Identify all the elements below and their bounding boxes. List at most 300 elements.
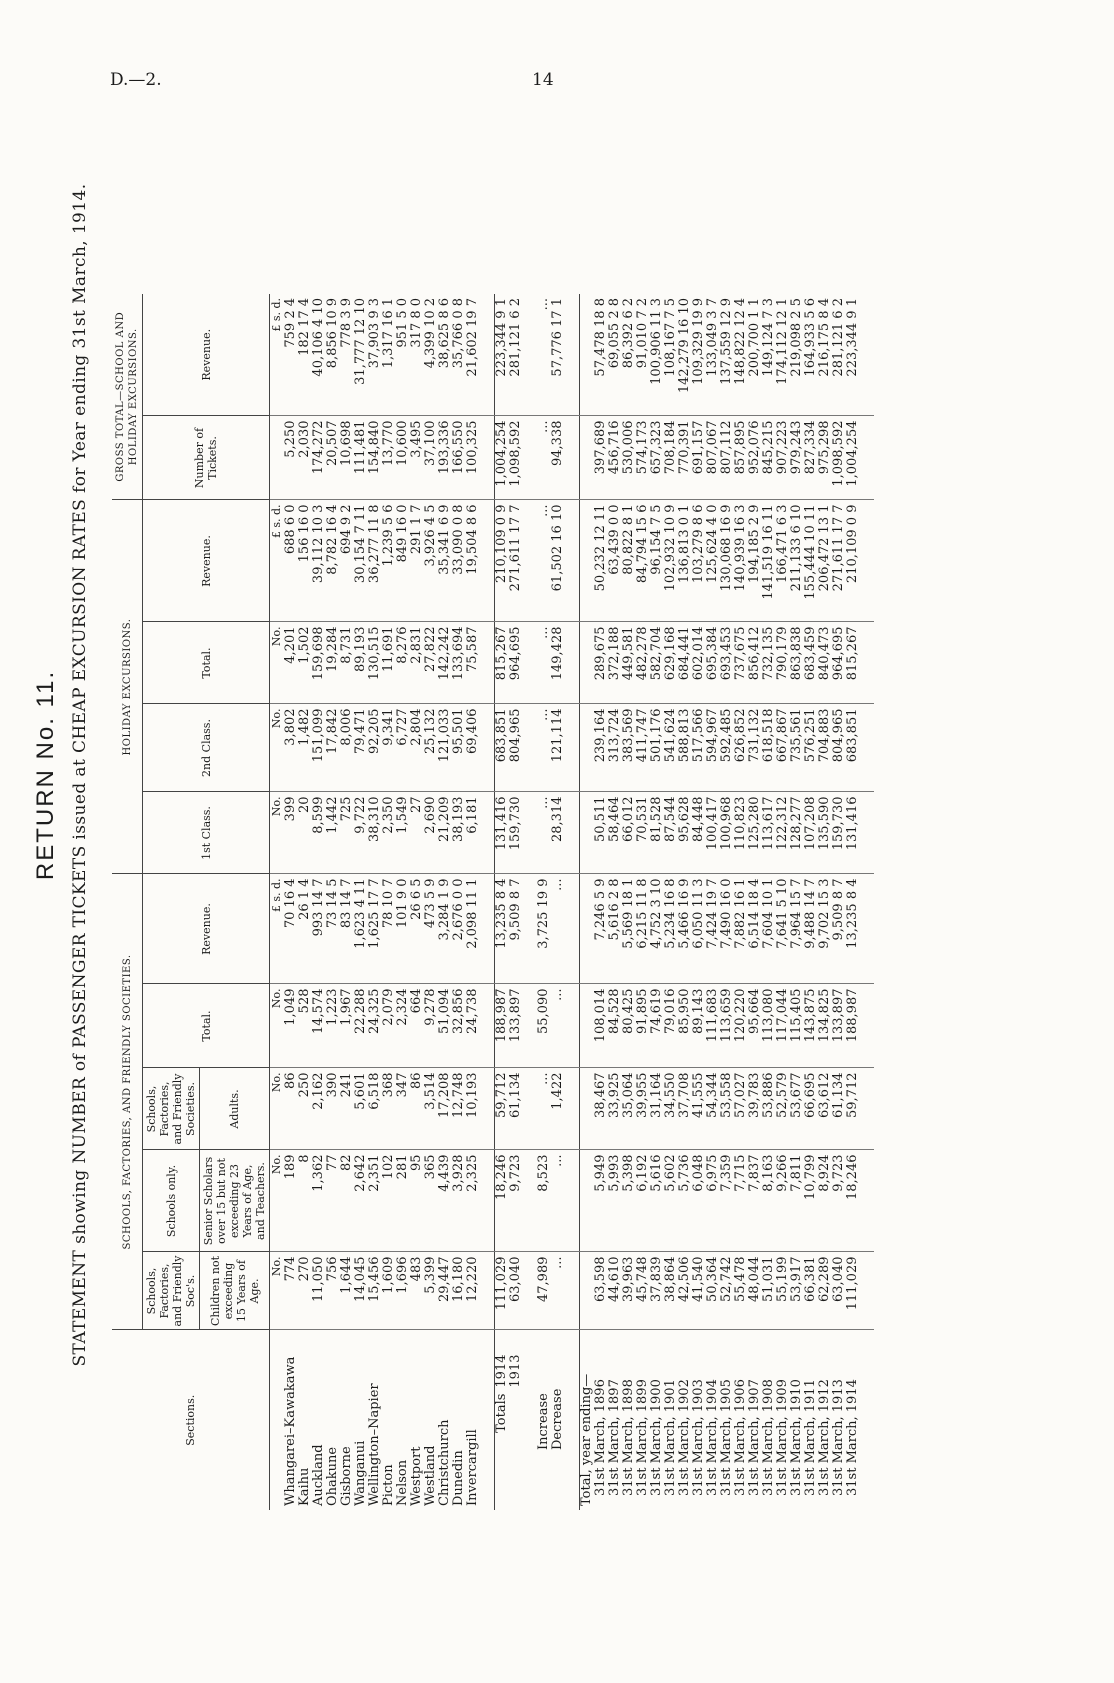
cell-c3: 37,708 xyxy=(678,1068,692,1150)
cell-c1: 483 xyxy=(410,1252,424,1330)
cell-c5: 6,050 11 3 xyxy=(692,874,706,984)
spacer-cell xyxy=(860,500,874,622)
cell-c1: 55,478 xyxy=(734,1252,748,1330)
schools-only-header: Schools only. xyxy=(143,1150,200,1252)
cell-c8: 482,278 xyxy=(636,622,650,704)
cell-c6: 2,690 xyxy=(424,792,438,874)
row-label: 31st March, 1899 xyxy=(636,1330,650,1510)
spacer-row xyxy=(860,294,874,1510)
cell-c5: 5,569 18 1 xyxy=(622,874,636,984)
page-ref: D.—2. xyxy=(110,70,162,90)
row-label: 31st March, 1905 xyxy=(720,1330,734,1510)
cell-c2: 9,723 xyxy=(509,1150,523,1252)
row-label xyxy=(495,1330,510,1510)
cell-c7: 6,727 xyxy=(396,704,410,792)
cell-c3: 63,612 xyxy=(818,1068,832,1150)
cell-c4: 89,143 xyxy=(692,984,706,1068)
cell-c5: 78 10 7 xyxy=(382,874,396,984)
row-label: Christchurch xyxy=(438,1330,452,1510)
cell-c2: 8,924 xyxy=(818,1150,832,1252)
cell-c7: 735,561 xyxy=(790,704,804,792)
cell-c5: 5,616 2 8 xyxy=(608,874,622,984)
cell-c9: 271,611 17 7 xyxy=(832,500,846,622)
cell-c6: 38,193 xyxy=(452,792,466,874)
row-label: 31st March, 1911 xyxy=(804,1330,818,1510)
cell-c4: 74,619 xyxy=(650,984,664,1068)
spacer-cell xyxy=(565,500,580,622)
cell-c4: 24,738 xyxy=(466,984,480,1068)
cell-c3: ... xyxy=(537,1068,551,1150)
cell-c2: 5,602 xyxy=(664,1150,678,1252)
cell-c11: 182 17 4 xyxy=(297,298,312,356)
cell-c5: 7,490 16 0 xyxy=(720,874,734,984)
cell-c4: 91,895 xyxy=(636,984,650,1068)
unit-cell: No. xyxy=(270,1068,285,1150)
spacer-cell xyxy=(523,704,537,792)
cell-c11: 223,344 9 1 xyxy=(495,294,510,416)
section-row xyxy=(368,294,382,1510)
cell-c8: 684,441 xyxy=(678,622,692,704)
cell-c3: 53,886 xyxy=(762,1068,776,1150)
cell-c9: 19,504 8 6 xyxy=(466,500,480,622)
cell-c1: 63,040 xyxy=(832,1252,846,1330)
cell-c6: 110,823 xyxy=(734,792,748,874)
cell-c3: 61,134 xyxy=(832,1068,846,1150)
row-label: Westport xyxy=(410,1330,424,1510)
unit-cell xyxy=(270,1330,285,1510)
total-header: Total. xyxy=(143,984,270,1068)
cell-c5: 26 6 5 xyxy=(410,874,424,984)
section-row xyxy=(298,294,312,1510)
cell-c6: 159,730 xyxy=(509,792,523,874)
section-row xyxy=(396,294,410,1510)
cell-c5: 5,466 16 9 xyxy=(678,874,692,984)
cell-c9: 103,279 8 6 xyxy=(692,500,706,622)
cell-c2: 4,439 xyxy=(438,1150,452,1252)
cell-c6: 1,549 xyxy=(396,792,410,874)
cell-c4: 1,223 xyxy=(326,984,340,1068)
spacer-cell xyxy=(860,874,874,984)
spacer-cell xyxy=(565,1068,580,1150)
cell-c10: 100,325 xyxy=(466,416,480,500)
cell-c4: 22,288 xyxy=(354,984,368,1068)
cell-c1: 29,447 xyxy=(438,1252,452,1330)
cell-c10: ... xyxy=(537,416,551,500)
cell-c7: 594,967 xyxy=(706,704,720,792)
cell-c4: 80,425 xyxy=(622,984,636,1068)
cell-c11: 951 5 0 xyxy=(395,298,410,348)
row-label: Gisborne xyxy=(340,1330,354,1510)
cell-c8: 1,502 xyxy=(298,622,312,704)
excursion-statement-table xyxy=(112,294,874,1510)
cell-c5: 2,098 11 1 xyxy=(466,874,480,984)
gross-revenue-header: Revenue. xyxy=(143,294,270,416)
cell-c6: 100,968 xyxy=(720,792,734,874)
history-row xyxy=(650,294,664,1510)
cell-c4: 134,825 xyxy=(818,984,832,1068)
cell-c7: ... xyxy=(537,704,551,792)
cell-c10: 770,391 xyxy=(678,416,692,500)
increase-row xyxy=(537,294,551,1510)
unit-cell: No. xyxy=(270,1150,285,1252)
cell-c2: 7,837 xyxy=(748,1150,762,1252)
cell-c11: 148,822 12 4 xyxy=(733,298,748,385)
row-label: Westland xyxy=(424,1330,438,1510)
cell-c1: ... xyxy=(551,1252,565,1330)
cell-c6: 87,544 xyxy=(664,792,678,874)
cell-c10: 37,100 xyxy=(424,416,438,500)
cell-c7: 9,341 xyxy=(382,704,396,792)
spacer-cell xyxy=(480,500,495,622)
cell-c2: 3,928 xyxy=(452,1150,466,1252)
cell-c1: 37,839 xyxy=(650,1252,664,1330)
cell-c6: ... xyxy=(537,792,551,874)
gross-group-header: GROSS TOTAL—SCHOOL AND HOLIDAY EXCURSIONS. xyxy=(112,294,143,500)
cell-c9: 166,471 6 3 xyxy=(776,500,790,622)
cell-c3: 250 xyxy=(298,1068,312,1150)
cell-c1: 11,050 xyxy=(312,1252,326,1330)
cell-c11: 4,399 10 2 xyxy=(423,298,438,369)
cell-c3: 241 xyxy=(340,1068,354,1150)
cell-c4: 120,220 xyxy=(734,984,748,1068)
cell-c4: 14,574 xyxy=(312,984,326,1068)
cell-c2: 8,163 xyxy=(762,1150,776,1252)
history-row xyxy=(832,294,846,1510)
cell-c3: 59,712 xyxy=(846,1068,860,1150)
cell-c3: 5,601 xyxy=(354,1068,368,1150)
cell-c10: 10,600 xyxy=(396,416,410,500)
spacer-cell xyxy=(860,792,874,874)
cell-c1: 756 xyxy=(326,1252,340,1330)
cell-c7: 592,485 xyxy=(720,704,734,792)
cell-c3: 66,695 xyxy=(804,1068,818,1150)
cell-c11: 108,167 7 5 xyxy=(663,298,678,377)
cell-c7: 704,883 xyxy=(818,704,832,792)
cell-c2: 5,949 xyxy=(594,1150,608,1252)
cell-c5: 473 5 9 xyxy=(424,874,438,984)
section-row xyxy=(382,294,396,1510)
spacer-cell xyxy=(480,1252,495,1330)
row-label: 31st March, 1910 xyxy=(790,1330,804,1510)
cell-c8: 89,193 xyxy=(354,622,368,704)
cell-c9: 63,439 0 0 xyxy=(608,500,622,622)
spacer-cell xyxy=(480,874,495,984)
cell-c1: 41,540 xyxy=(692,1252,706,1330)
cell-c1: 1,696 xyxy=(396,1252,410,1330)
cell-c10: 1,098,592 xyxy=(509,416,523,500)
cell-c8: 289,675 xyxy=(594,622,608,704)
cell-c2: 6,975 xyxy=(706,1150,720,1252)
cell-c4: 143,875 xyxy=(804,984,818,1068)
cell-c4: 79,016 xyxy=(664,984,678,1068)
cell-c10: 845,215 xyxy=(762,416,776,500)
cell-c7: 151,099 xyxy=(312,704,326,792)
cell-c9: 80,822 8 1 xyxy=(622,500,636,622)
section-row xyxy=(326,294,340,1510)
cell-c8: 695,384 xyxy=(706,622,720,704)
cell-c1: 16,180 xyxy=(452,1252,466,1330)
row-label: 31st March, 1906 xyxy=(734,1330,748,1510)
cell-c11: 21,602 19 7 xyxy=(465,298,480,377)
row-label: Wellington–Napier xyxy=(368,1330,382,1510)
cell-c7: 626,852 xyxy=(734,704,748,792)
row-label: 31st March, 1908 xyxy=(762,1330,776,1510)
cell-c6: 20 xyxy=(298,792,312,874)
cell-c6: 6,181 xyxy=(466,792,480,874)
cell-c2: 10,799 xyxy=(804,1150,818,1252)
cell-c1: 52,742 xyxy=(720,1252,734,1330)
cell-c10: 1,098,592 xyxy=(832,416,846,500)
cell-c9: 210,109 0 9 xyxy=(846,500,860,622)
row-label: Invercargill xyxy=(466,1330,480,1510)
cell-c4: 2,324 xyxy=(396,984,410,1068)
spacer-cell xyxy=(523,622,537,704)
cell-c8: 964,695 xyxy=(832,622,846,704)
cell-c3: 6,518 xyxy=(368,1068,382,1150)
cell-c1: 270 xyxy=(298,1252,312,1330)
cell-c7: 804,965 xyxy=(832,704,846,792)
history-row xyxy=(790,294,804,1510)
cell-c2: 6,048 xyxy=(692,1150,706,1252)
cell-c10: 20,507 xyxy=(326,416,340,500)
cell-c10: 827,334 xyxy=(804,416,818,500)
cell-c8: 133,694 xyxy=(452,622,466,704)
cell-c4 xyxy=(580,984,595,1068)
spacer-cell xyxy=(480,984,495,1068)
cell-c5: 9,702 15 3 xyxy=(818,874,832,984)
cell-c11: 281,121 6 2 xyxy=(508,298,523,377)
totals-year: 1913 xyxy=(508,1354,523,1388)
cell-c6: 131,416 xyxy=(846,792,860,874)
section-row xyxy=(438,294,452,1510)
cell-c7: 313,724 xyxy=(608,704,622,792)
cell-c10: 691,157 xyxy=(692,416,706,500)
cell-c9: 156 16 0 xyxy=(298,500,312,622)
spacer-cell xyxy=(860,1252,874,1330)
cell-c9 xyxy=(580,500,595,622)
spacer-cell xyxy=(860,704,874,792)
cell-c9: 102,932 10 9 xyxy=(664,500,678,622)
cell-c8: 27,822 xyxy=(424,622,438,704)
cell-c2: 2,642 xyxy=(354,1150,368,1252)
row-label: Picton xyxy=(382,1330,396,1510)
cell-c11: 35,766 0 8 xyxy=(451,298,466,369)
cell-c8: 11,691 xyxy=(382,622,396,704)
cell-c2: 8 xyxy=(298,1150,312,1252)
cell-c6: 9,722 xyxy=(354,792,368,874)
cell-c11: 109,329 19 9 xyxy=(691,298,706,385)
cell-c5: 9,509 8 7 xyxy=(832,874,846,984)
cell-c2: 1,362 xyxy=(312,1150,326,1252)
unit-cell: No. xyxy=(270,984,285,1068)
history-row xyxy=(804,294,818,1510)
cell-c2: 77 xyxy=(326,1150,340,1252)
cell-c10: 1,004,254 xyxy=(495,416,510,500)
cell-c7: 517,566 xyxy=(692,704,706,792)
cell-c4: 188,987 xyxy=(495,984,510,1068)
totals-row xyxy=(509,294,523,1510)
spacer-cell xyxy=(480,416,495,500)
cell-c4: 115,405 xyxy=(790,984,804,1068)
cell-c8: 863,838 xyxy=(790,622,804,704)
cell-c10: 708,184 xyxy=(664,416,678,500)
spacer-cell xyxy=(565,792,580,874)
spacer-cell xyxy=(480,1330,495,1510)
cell-c5: 3,725 19 9 xyxy=(537,874,551,984)
cell-c5 xyxy=(580,874,595,984)
cell-c8: 737,675 xyxy=(734,622,748,704)
cell-c6: 100,417 xyxy=(706,792,720,874)
cell-c7: 383,569 xyxy=(622,704,636,792)
section-row xyxy=(284,294,298,1510)
cell-c10: 857,895 xyxy=(734,416,748,500)
cell-c8: 790,179 xyxy=(776,622,790,704)
cell-c1: 47,989 xyxy=(537,1252,551,1330)
section-row xyxy=(424,294,438,1510)
cell-c8: 8,276 xyxy=(396,622,410,704)
cell-c11: 91,010 7 2 xyxy=(635,298,650,369)
cell-c2: 7,811 xyxy=(790,1150,804,1252)
cell-c11: 38,625 8 6 xyxy=(437,298,452,369)
cell-c11: 40,106 4 10 xyxy=(311,298,326,377)
cell-c7: 501,176 xyxy=(650,704,664,792)
unit-cell: No. xyxy=(270,792,285,874)
cell-c9: 33,090 0 8 xyxy=(452,500,466,622)
cell-c1: 1,644 xyxy=(340,1252,354,1330)
cell-c3: 35,064 xyxy=(622,1068,636,1150)
cell-c3: 57,027 xyxy=(734,1068,748,1150)
cell-c11: 281,121 6 2 xyxy=(831,298,846,377)
cell-c6: 1,442 xyxy=(326,792,340,874)
cell-c2 xyxy=(580,1150,595,1252)
cell-c5: 5,234 16 8 xyxy=(664,874,678,984)
cell-c3: 39,783 xyxy=(748,1068,762,1150)
cell-c6: 66,012 xyxy=(622,792,636,874)
cell-c10: 193,336 xyxy=(438,416,452,500)
cell-c4: 113,080 xyxy=(762,984,776,1068)
cell-c8: 8,731 xyxy=(340,622,354,704)
cell-c3 xyxy=(580,1068,595,1150)
spacer-cell xyxy=(565,704,580,792)
spacer-cell xyxy=(565,416,580,500)
spacer-cell xyxy=(565,622,580,704)
cell-c5: 73 14 5 xyxy=(326,874,340,984)
row-label: Nelson xyxy=(396,1330,410,1510)
cell-c10: 456,716 xyxy=(608,416,622,500)
cell-c9: ... xyxy=(537,500,551,622)
row-label: 31st March, 1907 xyxy=(748,1330,762,1510)
table-head xyxy=(112,294,270,1510)
cell-c1: 14,045 xyxy=(354,1252,368,1330)
totals-row xyxy=(495,294,510,1510)
cell-c4: 133,897 xyxy=(832,984,846,1068)
unit-cell: No. xyxy=(270,1252,285,1330)
cell-c9: 125,624 4 0 xyxy=(706,500,720,622)
spacer-cell xyxy=(860,1150,874,1252)
cell-c8: 4,201 xyxy=(284,622,298,704)
spacer-cell xyxy=(523,500,537,622)
cell-c10: 166,550 xyxy=(452,416,466,500)
spacer-cell xyxy=(523,294,537,416)
cell-c10: 1,004,254 xyxy=(846,416,860,500)
schools-group-header: SCHOOLS, FACTORIES, AND FRIENDLY SOCIETIES. xyxy=(112,874,143,1330)
cell-c1: 53,917 xyxy=(790,1252,804,1330)
spacer-row xyxy=(565,294,580,1510)
row-label: 31st March, 1913 xyxy=(832,1330,846,1510)
cell-c8: 964,695 xyxy=(509,622,523,704)
spacer-cell xyxy=(523,1252,537,1330)
spacer-cell xyxy=(523,1150,537,1252)
cell-c3: 33,925 xyxy=(608,1068,622,1150)
cell-c5: 7,424 19 7 xyxy=(706,874,720,984)
cell-c1 xyxy=(580,1252,595,1330)
row-label: 31st March, 1898 xyxy=(622,1330,636,1510)
cell-c2: 189 xyxy=(284,1150,298,1252)
cell-c1: 111,029 xyxy=(495,1252,510,1330)
cell-c5: 7,964 15 7 xyxy=(790,874,804,984)
cell-c9: 206,472 13 1 xyxy=(818,500,832,622)
history-row xyxy=(776,294,790,1510)
cell-c6: 113,617 xyxy=(762,792,776,874)
cell-c11: 37,903 9 3 xyxy=(367,298,382,369)
cell-c6: 21,209 xyxy=(438,792,452,874)
cell-c2: 7,715 xyxy=(734,1150,748,1252)
cell-c9: 849 16 0 xyxy=(396,500,410,622)
cell-c4: 85,950 xyxy=(678,984,692,1068)
totals-year: 1914 xyxy=(494,1354,509,1388)
cell-c2: 5,616 xyxy=(650,1150,664,1252)
cell-c9: 694 9 2 xyxy=(340,500,354,622)
cell-c5: 993 14 7 xyxy=(312,874,326,984)
cell-c11: 223,344 9 1 xyxy=(845,298,860,377)
cell-c1: 66,381 xyxy=(804,1252,818,1330)
cell-c8: 2,831 xyxy=(410,622,424,704)
cell-c2: ... xyxy=(551,1150,565,1252)
cell-c1: 42,506 xyxy=(678,1252,692,1330)
cell-c7: 92,205 xyxy=(368,704,382,792)
cell-c3: 53,558 xyxy=(720,1068,734,1150)
cell-c6: 28,314 xyxy=(551,792,565,874)
cell-c7: 683,851 xyxy=(495,704,510,792)
cell-c6: 125,280 xyxy=(748,792,762,874)
cell-c5: 7,246 5 9 xyxy=(594,874,608,984)
cell-c1: 55,199 xyxy=(776,1252,790,1330)
unit-row xyxy=(270,294,285,1510)
cell-c6: 399 xyxy=(284,792,298,874)
first-class-header: 1st Class. xyxy=(143,792,270,874)
cell-c3: 86 xyxy=(410,1068,424,1150)
senior-scholars-header: Senior Scholars over 15 but not exceeding 23 Years of Age, and Teachers. xyxy=(200,1150,270,1252)
section-row xyxy=(452,294,466,1510)
cell-c11: 1,317 16 1 xyxy=(381,298,396,369)
cell-c10: 807,067 xyxy=(706,416,720,500)
cell-c9: 688 6 0 xyxy=(284,500,298,622)
cell-c5: 3,284 1 9 xyxy=(438,874,452,984)
cell-c10: 5,250 xyxy=(284,416,298,500)
cell-c5: 26 1 4 xyxy=(298,874,312,984)
cell-c5: ... xyxy=(551,874,565,984)
sfs-adults-top-header: Schools, Factories, and Friendly Societies. xyxy=(143,1068,200,1150)
revenue-header: Revenue. xyxy=(143,874,270,984)
cell-c4: 1,967 xyxy=(340,984,354,1068)
cell-c6: 159,730 xyxy=(832,792,846,874)
cell-c3: 53,677 xyxy=(790,1068,804,1150)
history-row xyxy=(748,294,762,1510)
cell-c7: 8,006 xyxy=(340,704,354,792)
cell-c4: 95,664 xyxy=(748,984,762,1068)
adults-header: Adults. xyxy=(200,1068,270,1150)
history-row xyxy=(692,294,706,1510)
